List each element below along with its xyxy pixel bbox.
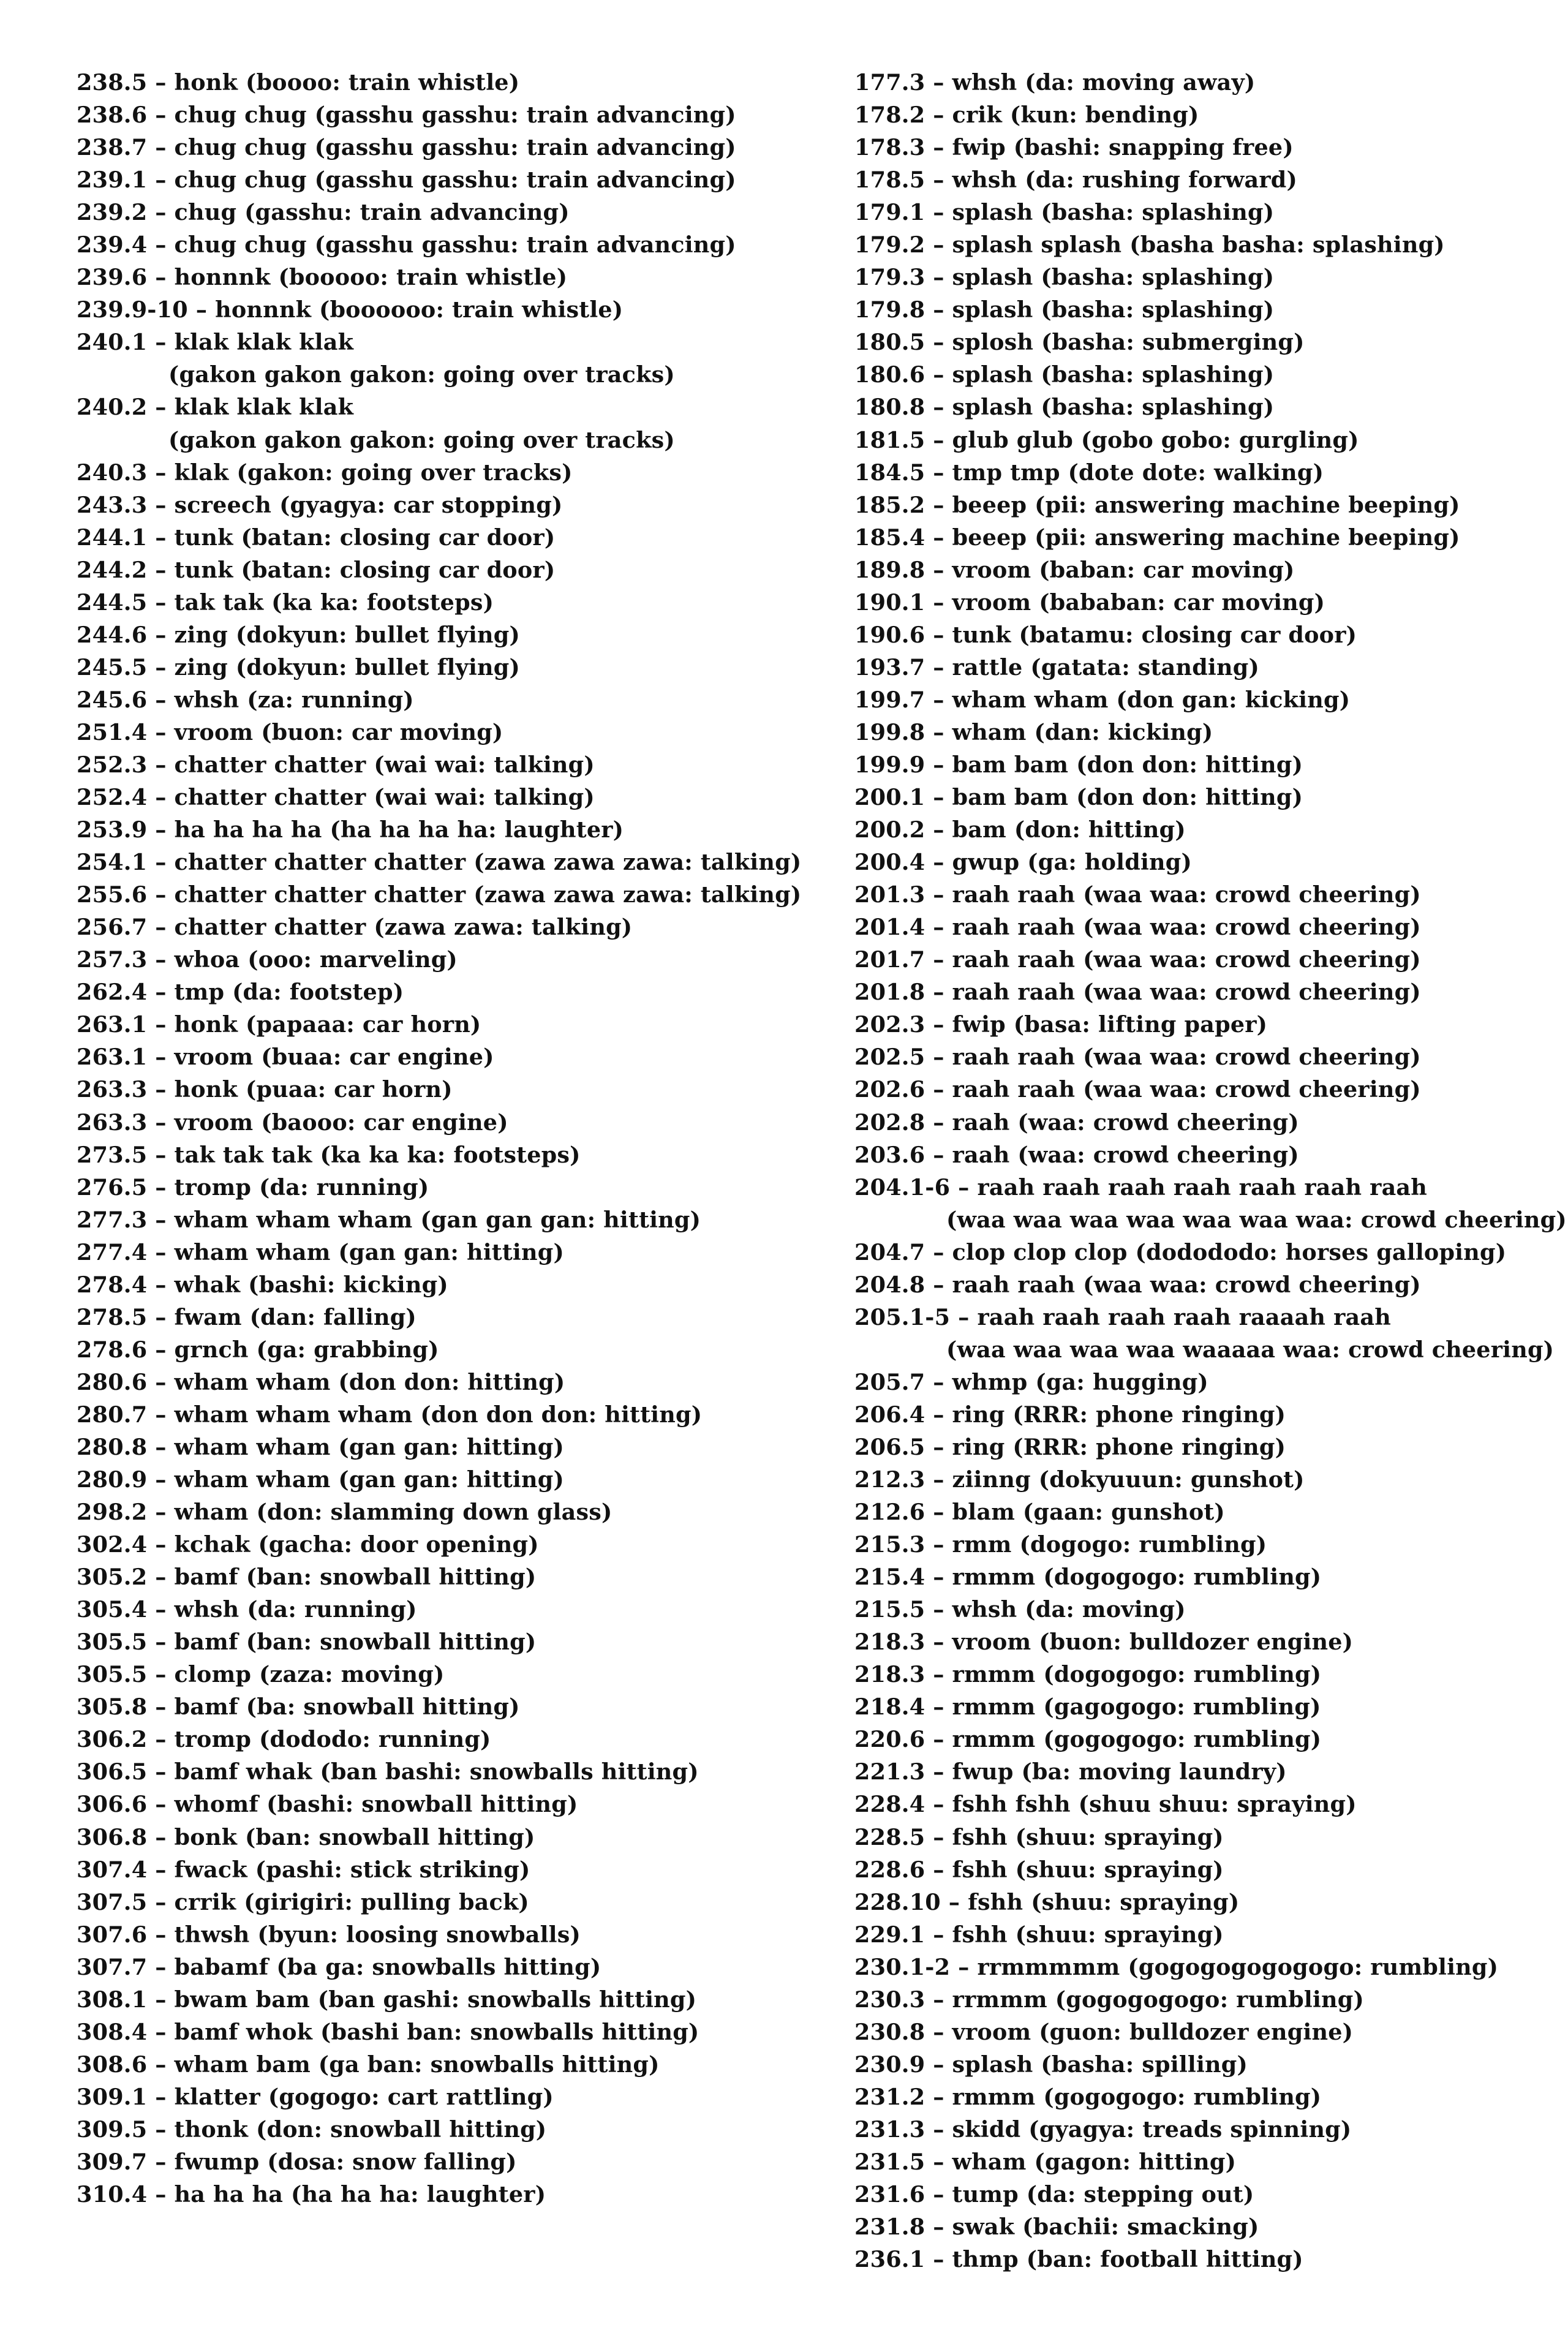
glossary-entry: 257.3 – whoa (ooo: marveling) xyxy=(77,946,458,973)
glossary-entry: 243.3 – screech (gyagya: car stopping) xyxy=(77,491,563,518)
glossary-entry: 179.3 – splash (basha: splashing) xyxy=(854,264,1275,291)
glossary-entry: 239.1 – chug chug (gasshu gasshu: train advancing) xyxy=(77,167,736,194)
glossary-entry: 305.2 – bamf (ban: snowball hitting) xyxy=(77,1564,537,1591)
glossary-entry: 205.1-5 – raah raah raah raah raaaah raah xyxy=(854,1303,1391,1330)
glossary-entry: 280.7 – wham wham wham (don don don: hitting) xyxy=(77,1401,703,1428)
glossary-entry: 221.3 – fwup (ba: moving laundry) xyxy=(854,1759,1287,1785)
glossary-column-right xyxy=(854,66,1567,2275)
glossary-entry: 239.2 – chug (gasshu: train advancing) xyxy=(77,199,570,226)
glossary-entry: 244.1 – tunk (batan: closing car door) xyxy=(77,524,556,551)
glossary-entry: 230.1-2 – rrmmmmm (gogogogogogogo: rumbling) xyxy=(854,1953,1499,1980)
glossary-entry: 204.7 – clop clop clop (dodododo: horses galloping) xyxy=(854,1239,1507,1265)
glossary-entry: 277.3 – wham wham wham (gan gan gan: hitting) xyxy=(77,1206,701,1233)
glossary-entry: 180.8 – splash (basha: splashing) xyxy=(854,394,1275,421)
glossary-entry: 204.1-6 – raah raah raah raah raah raah raah xyxy=(854,1174,1428,1201)
glossary-entry: 306.5 – bamf whak (ban bashi: snowballs hitting) xyxy=(77,1759,699,1785)
glossary-entry: 199.7 – wham wham (don gan: kicking) xyxy=(854,686,1351,713)
glossary-entry: 228.5 – fshh (shuu: spraying) xyxy=(854,1823,1224,1850)
glossary-entry: 189.8 – vroom (baban: car moving) xyxy=(854,556,1295,583)
glossary-entry: 305.8 – bamf (ba: snowball hitting) xyxy=(77,1694,520,1721)
glossary-entry: 306.6 – whomf (bashi: snowball hitting) xyxy=(77,1791,578,1818)
glossary-entry: 215.4 – rmmm (dogogogo: rumbling) xyxy=(854,1564,1322,1591)
glossary-entry: 306.2 – tromp (dododo: running) xyxy=(77,1726,491,1753)
glossary-entry: 180.6 – splash (basha: splashing) xyxy=(854,361,1275,388)
glossary-entry: 228.10 – fshh (shuu: spraying) xyxy=(854,1888,1240,1915)
glossary-entry: 263.1 – honk (papaaa: car horn) xyxy=(77,1011,481,1038)
glossary-entry: 202.3 – fwip (basa: lifting paper) xyxy=(854,1011,1268,1038)
glossary-entry: 308.1 – bwam bam (ban gashi: snowballs hitting) xyxy=(77,1986,697,2013)
glossary-entry: 239.9-10 – honnnk (boooooo: train whistle) xyxy=(77,296,624,323)
glossary-entry: 245.6 – whsh (za: running) xyxy=(77,686,414,713)
glossary-entry: 206.4 – ring (RRR: phone ringing) xyxy=(854,1401,1286,1428)
glossary-entry: 203.6 – raah (waa: crowd cheering) xyxy=(854,1141,1299,1168)
glossary-entry: 308.6 – wham bam (ga ban: snowballs hitting) xyxy=(77,2051,660,2078)
glossary-entry: 278.6 – grnch (ga: grabbing) xyxy=(77,1336,439,1363)
glossary-entry: 308.4 – bamf whok (bashi ban: snowballs hitting) xyxy=(77,2018,699,2045)
glossary-entry: 238.6 – chug chug (gasshu gasshu: train advancing) xyxy=(77,102,736,129)
glossary-entry: 218.4 – rmmm (gagogogo: rumbling) xyxy=(854,1694,1321,1721)
glossary-entry: 278.5 – fwam (dan: falling) xyxy=(77,1303,417,1330)
glossary-entry: 309.7 – fwump (dosa: snow falling) xyxy=(77,2149,517,2175)
glossary-entry: 212.3 – ziinng (dokyuuun: gunshot) xyxy=(854,1466,1305,1493)
glossary-entry: 201.8 – raah raah (waa waa: crowd cheering) xyxy=(854,979,1421,1006)
glossary-entry: 263.3 – honk (puaa: car horn) xyxy=(77,1076,453,1103)
glossary-entry: 205.7 – whmp (ga: hugging) xyxy=(854,1368,1208,1395)
glossary-entry: 204.8 – raah raah (waa waa: crowd cheering) xyxy=(854,1271,1421,1298)
glossary-entry: 263.3 – vroom (baooo: car engine) xyxy=(77,1109,508,1136)
glossary-entry: 179.2 – splash splash (basha basha: splashing) xyxy=(854,232,1445,258)
glossary-entry: 252.4 – chatter chatter (wai wai: talking) xyxy=(77,784,595,811)
glossary-entry: 310.4 – ha ha ha (ha ha ha: laughter) xyxy=(77,2181,546,2208)
glossary-entry: 177.3 – whsh (da: moving away) xyxy=(854,69,1256,96)
glossary-entry: 276.5 – tromp (da: running) xyxy=(77,1174,429,1201)
glossary-entry: 190.6 – tunk (batamu: closing car door) xyxy=(854,621,1357,648)
glossary-entry: 302.4 – kchak (gacha: door opening) xyxy=(77,1531,539,1558)
glossary-entry: 307.5 – crrik (girigiri: pulling back) xyxy=(77,1888,529,1915)
glossary-entry: 239.6 – honnnk (booooo: train whistle) xyxy=(77,264,568,291)
glossary-entry: 179.8 – splash (basha: splashing) xyxy=(854,296,1275,323)
glossary-entry: 229.1 – fshh (shuu: spraying) xyxy=(854,1921,1224,1948)
glossary-column-left xyxy=(77,66,802,2211)
glossary-entry: 306.8 – bonk (ban: snowball hitting) xyxy=(77,1823,535,1850)
glossary-entry: 178.5 – whsh (da: rushing forward) xyxy=(854,167,1297,194)
glossary-entry: 254.1 – chatter chatter chatter (zawa zawa zawa: talking) xyxy=(77,849,802,876)
glossary-entry: 277.4 – wham wham (gan gan: hitting) xyxy=(77,1239,564,1265)
glossary-entry: 215.5 – whsh (da: moving) xyxy=(854,1596,1186,1623)
glossary-entry: 244.6 – zing (dokyun: bullet flying) xyxy=(77,621,520,648)
glossary-entry: 184.5 – tmp tmp (dote dote: walking) xyxy=(854,459,1324,486)
glossary-entry-continuation: (waa waa waa waa waa waa waa: crowd cheering) xyxy=(946,1206,1567,1233)
glossary-entry: 199.8 – wham (dan: kicking) xyxy=(854,718,1213,745)
glossary-entry: 218.3 – vroom (buon: bulldozer engine) xyxy=(854,1629,1354,1656)
glossary-entry: 239.4 – chug chug (gasshu gasshu: train advancing) xyxy=(77,232,736,258)
glossary-entry: 240.1 – klak klak klak xyxy=(77,329,354,356)
glossary-entry: 201.4 – raah raah (waa waa: crowd cheering) xyxy=(854,914,1421,941)
glossary-entry: 202.5 – raah raah (waa waa: crowd cheering) xyxy=(854,1044,1421,1071)
glossary-entry: 252.3 – chatter chatter (wai wai: talking) xyxy=(77,751,595,778)
glossary-entry: 231.2 – rmmm (gogogogo: rumbling) xyxy=(854,2083,1322,2110)
glossary-entry: 280.8 – wham wham (gan gan: hitting) xyxy=(77,1433,564,1460)
glossary-entry: 228.4 – fshh fshh (shuu shuu: spraying) xyxy=(854,1791,1357,1818)
glossary-entry: 202.6 – raah raah (waa waa: crowd cheering) xyxy=(854,1076,1421,1103)
glossary-entry: 220.6 – rmmm (gogogogo: rumbling) xyxy=(854,1726,1322,1753)
glossary-entry: 236.1 – thmp (ban: football hitting) xyxy=(854,2246,1303,2273)
glossary-entry: 199.9 – bam bam (don don: hitting) xyxy=(854,751,1303,778)
glossary-entry: 244.2 – tunk (batan: closing car door) xyxy=(77,556,556,583)
glossary-entry: 231.6 – tump (da: stepping out) xyxy=(854,2181,1254,2208)
glossary-entry: 238.7 – chug chug (gasshu gasshu: train advancing) xyxy=(77,134,736,161)
glossary-entry: 255.6 – chatter chatter chatter (zawa zawa zawa: talking) xyxy=(77,881,802,908)
glossary-entry: 309.1 – klatter (gogogo: cart rattling) xyxy=(77,2083,554,2110)
glossary-entry: 244.5 – tak tak (ka ka: footsteps) xyxy=(77,589,494,616)
glossary-entry: 206.5 – ring (RRR: phone ringing) xyxy=(854,1433,1286,1460)
glossary-entry: 305.4 – whsh (da: running) xyxy=(77,1596,417,1623)
glossary-entry: 231.3 – skidd (gyagya: treads spinning) xyxy=(854,2116,1352,2143)
glossary-entry: 178.2 – crik (kun: bending) xyxy=(854,102,1199,129)
glossary-entry: 180.5 – splosh (basha: submerging) xyxy=(854,329,1305,356)
glossary-entry: 240.3 – klak (gakon: going over tracks) xyxy=(77,459,573,486)
glossary-entry: 273.5 – tak tak tak (ka ka ka: footsteps) xyxy=(77,1141,581,1168)
glossary-entry: 218.3 – rmmm (dogogogo: rumbling) xyxy=(854,1661,1322,1688)
glossary-entry: 181.5 – glub glub (gobo gobo: gurgling) xyxy=(854,426,1359,453)
glossary-entry: 262.4 – tmp (da: footstep) xyxy=(77,979,404,1006)
glossary-entry: 231.8 – swak (bachii: smacking) xyxy=(854,2214,1259,2241)
glossary-entry: 230.9 – splash (basha: spilling) xyxy=(854,2051,1248,2078)
glossary-entry: 202.8 – raah (waa: crowd cheering) xyxy=(854,1109,1299,1136)
glossary-entry: 200.4 – gwup (ga: holding) xyxy=(854,849,1192,876)
glossary-entry: 201.3 – raah raah (waa waa: crowd cheering) xyxy=(854,881,1421,908)
glossary-entry: 228.6 – fshh (shuu: spraying) xyxy=(854,1856,1224,1883)
glossary-entry: 280.6 – wham wham (don don: hitting) xyxy=(77,1368,565,1395)
glossary-entry: 305.5 – clomp (zaza: moving) xyxy=(77,1661,445,1688)
glossary-entry: 256.7 – chatter chatter (zawa zawa: talking) xyxy=(77,914,633,941)
glossary-entry: 307.4 – fwack (pashi: stick striking) xyxy=(77,1856,530,1883)
glossary-entry: 253.9 – ha ha ha ha (ha ha ha ha: laughter) xyxy=(77,816,624,843)
glossary-entry: 307.6 – thwsh (byun: loosing snowballs) xyxy=(77,1921,581,1948)
glossary-entry: 185.4 – beeep (pii: answering machine beeping) xyxy=(854,524,1460,551)
glossary-entry: 178.3 – fwip (bashi: snapping free) xyxy=(854,134,1294,161)
glossary-entry: 185.2 – beeep (pii: answering machine beeping) xyxy=(854,491,1460,518)
glossary-entry: 212.6 – blam (gaan: gunshot) xyxy=(854,1499,1225,1526)
glossary-entry: 231.5 – wham (gagon: hitting) xyxy=(854,2149,1237,2175)
glossary-entry: 251.4 – vroom (buon: car moving) xyxy=(77,718,503,745)
glossary-entry: 309.5 – thonk (don: snowball hitting) xyxy=(77,2116,547,2143)
glossary-entry: 200.1 – bam bam (don don: hitting) xyxy=(854,784,1303,811)
glossary-entry: 245.5 – zing (dokyun: bullet flying) xyxy=(77,654,520,681)
glossary-entry: 215.3 – rmm (dogogo: rumbling) xyxy=(854,1531,1267,1558)
glossary-entry: 201.7 – raah raah (waa waa: crowd cheering) xyxy=(854,946,1421,973)
glossary-entry-continuation: (gakon gakon gakon: going over tracks) xyxy=(168,361,675,388)
glossary-entry: 238.5 – honk (boooo: train whistle) xyxy=(77,69,520,96)
glossary-entry: 298.2 – wham (don: slamming down glass) xyxy=(77,1499,612,1526)
glossary-entry: 230.3 – rrmmm (gogogogogo: rumbling) xyxy=(854,1986,1364,2013)
glossary-entry: 305.5 – bamf (ban: snowball hitting) xyxy=(77,1629,537,1656)
glossary-entry: 193.7 – rattle (gatata: standing) xyxy=(854,654,1259,681)
glossary-entry: 280.9 – wham wham (gan gan: hitting) xyxy=(77,1466,564,1493)
glossary-entry: 240.2 – klak klak klak xyxy=(77,394,354,421)
glossary-entry: 230.8 – vroom (guon: bulldozer engine) xyxy=(854,2018,1354,2045)
glossary-entry-continuation: (waa waa waa waa waaaaa waa: crowd cheering) xyxy=(946,1336,1555,1363)
glossary-entry: 190.1 – vroom (bababan: car moving) xyxy=(854,589,1325,616)
glossary-entry: 307.7 – babamf (ba ga: snowballs hitting) xyxy=(77,1953,601,1980)
glossary-entry: 278.4 – whak (bashi: kicking) xyxy=(77,1271,448,1298)
glossary-entry: 263.1 – vroom (buaa: car engine) xyxy=(77,1044,494,1071)
glossary-entry: 179.1 – splash (basha: splashing) xyxy=(854,199,1275,226)
glossary-entry: 200.2 – bam (don: hitting) xyxy=(854,816,1186,843)
glossary-entry-continuation: (gakon gakon gakon: going over tracks) xyxy=(168,426,675,453)
